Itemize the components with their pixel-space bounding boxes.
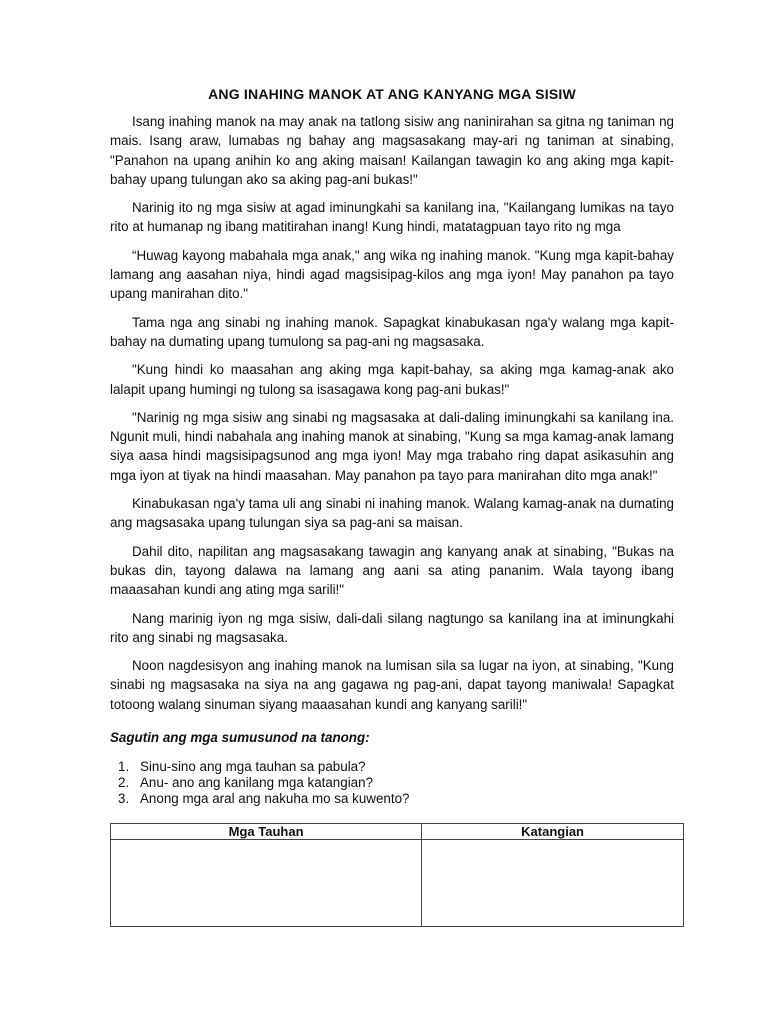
answer-cell-katangian[interactable] <box>422 840 684 927</box>
story-title: ANG INAHING MANOK AT ANG KANYANG MGA SISIW <box>208 86 576 102</box>
story-paragraph-4: Tama nga ang sinabi ng inahing manok. Sapagkat kinabukasan nga'y walang mga kapit-bahay na dumating upang tumulong sa pag-ani ng magsasaka. <box>110 314 674 349</box>
answer-table <box>110 823 684 927</box>
questions-instruction: Sagutin ang mga sumusunod na tanong: <box>110 730 370 746</box>
story-paragraph-8: Dahil dito, napilitan ang magsasakang tawagin ang kanyang anak at sinabing, "Bukas na bukas din, tayong dalawa na lamang ang aani sa ating pananim. Wala tayong ibang maaasahan kundi ang ating mga sarili!" <box>110 543 674 598</box>
story-paragraph-5: "Kung hindi ko maasahan ang aking mga kapit-bahay, sa aking mga kamag-anak ako lalapit upang humingi ng tulong sa isasagawa kong pag-ani bukas!" <box>110 362 674 397</box>
question-number: 3. <box>118 791 130 807</box>
story-paragraph-6: "Narinig ng mga sisiw ang sinabi ng magsasaka at dali-daling iminungkahi sa kanilang ina. Ngunit muli, hindi nabahala ang inahing manok at sinabing, "Kung sa mga kamag-anak lamang siya aasa hindi magsisipagsunod ang mga iyon! May mga trabaho ring dapat asikasuhin ang mga iyon at tiyak na hindi maasahan. May panahon pa tayo para manirahan dito mga anak!" <box>110 409 674 483</box>
question-text: Sinu-sino ang mga tauhan sa pabula? <box>140 759 366 775</box>
story-paragraph-7: Kinabukasan nga'y tama uli ang sinabi ni inahing manok. Walang kamag-anak na dumating ang magsasaka upang tulungan siya sa pag-ani sa maisan. <box>110 496 674 531</box>
story-paragraph-9: Nang marinig iyon ng mga sisiw, dali-dali silang nagtungo sa kanilang ina at iminungkahi rito ang sinabi ng magsasaka. <box>110 610 674 645</box>
answer-cell-tauhan[interactable] <box>111 840 422 927</box>
story-paragraph-1: Isang inahing manok na may anak na tatlong sisiw ang naninirahan sa gitna ng taniman ng mais. Isang araw, lumabas ng bahay ang magsasakang may-ari ng taniman at sinabing, "Panahon na upang anihin ko ang aking maisan! Kailangan tawagin ko ang aking mga kapit-bahay upang tulungan ako sa aking pag-ani bukas!" <box>110 114 674 187</box>
story-paragraph-3: “Huwag kayong mabahala mga anak," ang wika ng inahing manok. "Kung mga kapit-bahay lamang ang aasahan niya, hindi agad magsisipag-kilos ang mga iyon! May panahon pa tayo upang manirahan dito." <box>110 247 674 302</box>
questions-list <box>110 759 674 807</box>
question-text: Anong mga aral ang nakuha mo sa kuwento? <box>140 791 410 807</box>
question-number: 1. <box>118 759 130 775</box>
document-page <box>110 86 674 927</box>
question-text: Anu- ano ang kanilang mga katangian? <box>140 775 374 791</box>
question-number: 2. <box>118 775 130 791</box>
question-item <box>110 759 674 775</box>
header-mga-tauhan: Mga Tauhan <box>111 824 422 840</box>
story-paragraph-2: Narinig ito ng mga sisiw at agad iminungkahi sa kanilang ina, "Kailangang lumikas na tayo rito at humanap ng ibang matitirahan inang! Kung hindi, matatagpuan tayo rito ng mga <box>110 200 674 235</box>
answer-table-header-row <box>111 824 684 840</box>
question-item <box>110 791 674 807</box>
answer-table-row <box>111 840 684 927</box>
header-katangian: Katangian <box>422 824 684 840</box>
story-paragraph-10: Noon nagdesisyon ang inahing manok na lumisan sila sa lugar na iyon, at sinabing, "Kung sinabi ng magsasaka na siya na ang gagawa ng pag-ani, dapat tayong maniwala! Sapagkat totoong walang sinuman siyang maaasahan kundi ang kanyang sarili!" <box>110 658 674 712</box>
question-item <box>110 775 674 791</box>
